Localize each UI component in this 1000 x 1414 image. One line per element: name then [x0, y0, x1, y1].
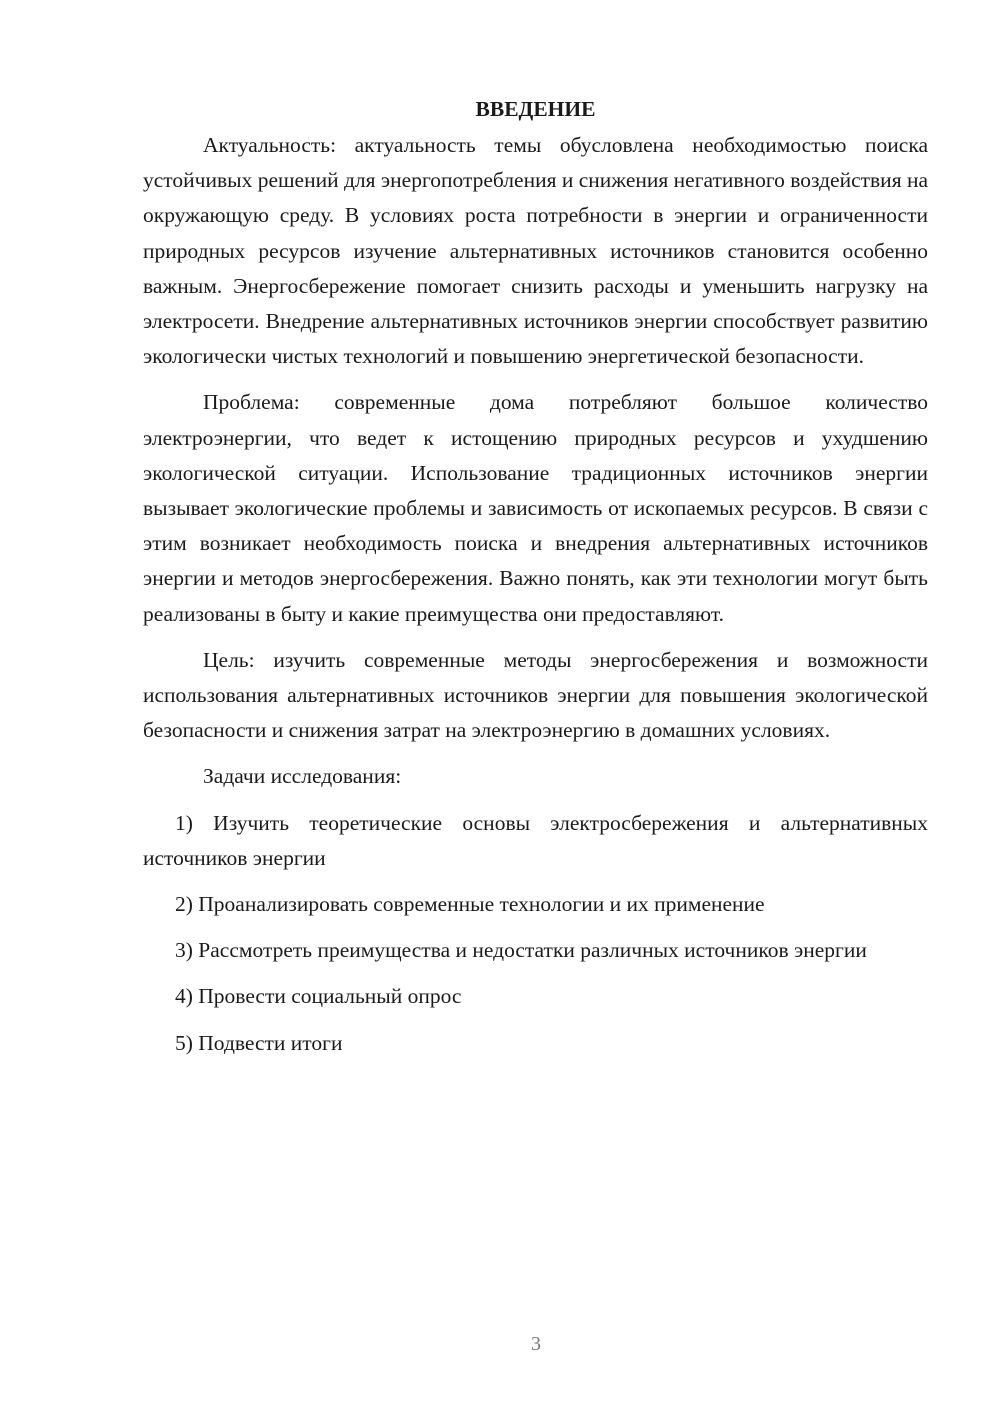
- paragraph-relevance: Актуальность: актуальность темы обусловлена необходимостью поиска устойчивых решений для энергопотребления и снижения негативного воздействия на окружающую среду. В условиях роста потребности в энергии и ограниченности природных ресурсов изучение альтернативных источников становится особенно важным. Энергосбережение помогает снизить расходы и уменьшить нагрузку на электросети. Внедрение альтернативных источников энергии способствует развитию экологически чистых технологий и повышению энергетической безопасности.: [143, 133, 929, 369]
- paragraph-goal: Цель: изучить современные методы энергосбережения и возможности использования альтернативных источников энергии для повышения экологической безопасности и снижения затрат на электроэнергию в домашних условиях.: [143, 647, 928, 743]
- task-item-2: 2) Проанализировать современные технологии и их применение: [175, 892, 765, 917]
- document-page: [143, 90, 928, 1072]
- section-title: ВВЕДЕНИЕ: [475, 97, 596, 121]
- tasks-heading: Задачи исследования:: [203, 764, 402, 789]
- task-item-4: 4) Провести социальный опрос: [175, 984, 462, 1009]
- task-item-1: 1) Изучить теоретические основы электросбережения и альтернативных источников энергии: [143, 810, 928, 870]
- paragraph-problem: Проблема: современные дома потребляют большое количество электроэнергии, что ведет к истощению природных ресурсов и ухудшению экологической ситуации. Использование традиционных источников энергии вызывает экологические проблемы и зависимость от ископаемых ресурсов. В связи с этим возникает необходимость поиска и внедрения альтернативных источников энергии и методов энергосбережения. Важно понять, как эти технологии могут быть реализованы в быту и какие преимущества они предоставляют.: [143, 390, 928, 626]
- page-number: 3: [531, 1333, 541, 1355]
- task-item-3: 3) Рассмотреть преимущества и недостатки различных источников энергии: [175, 938, 867, 963]
- task-item-5: 5) Подвести итоги: [175, 1030, 343, 1055]
